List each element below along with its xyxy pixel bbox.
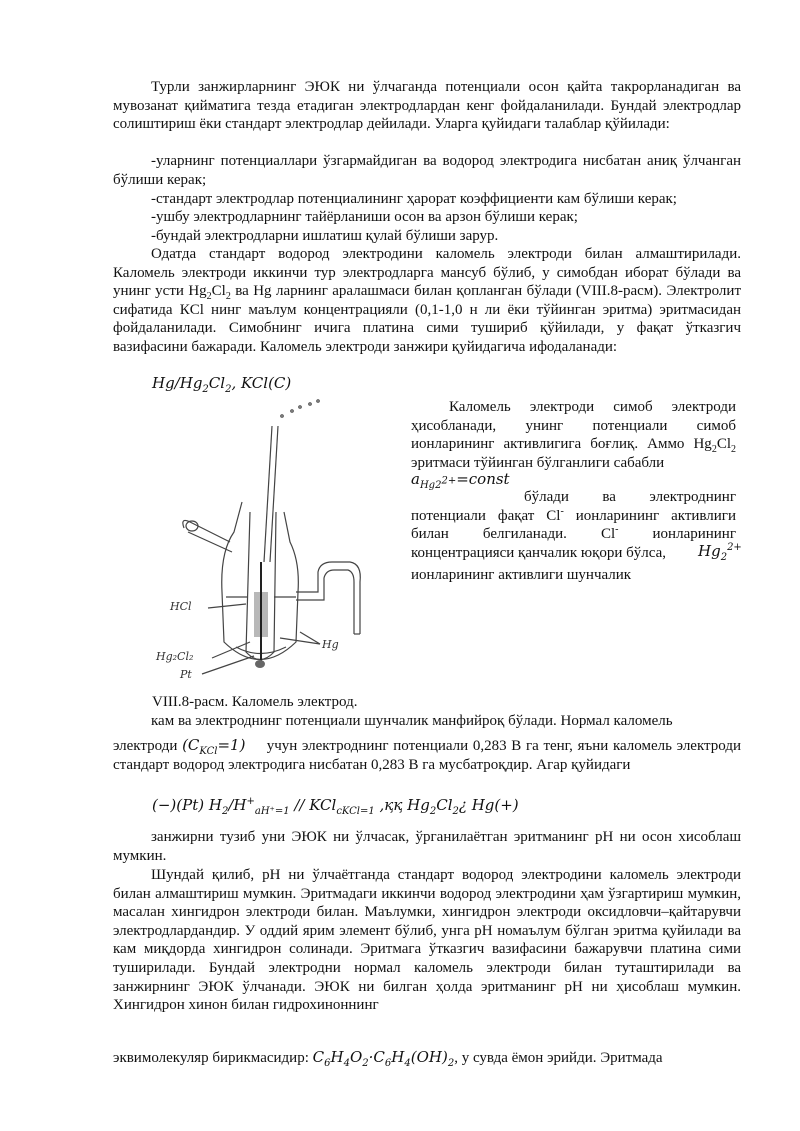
- list-item-1: -уларнинг потенциаллари ўзгармайдиган ва водород электродига нисбатан аниқ ўлчанган бўлиши керак;: [113, 153, 741, 188]
- paragraph-quinhydrone: Шундай қилиб, рН ни ўлчаётганда стандарт водород электродини каломель электроди билан алмаштириш мумкин. Эритмадаги иккинчи водород электродини ҳам ўзгартириш мумкин, масалан хингидрон электроди билан. Маълумки, хингидрон электроди оксидловчи–қайтарувчи электродлардандир. У оддий ярим элемент бўлиб, унга рН номаълум бўлган эритма қуйилади ва кам миқдорда хингидрон солинади. Эритмага ўтказгич вазифасини бажарувчи платина сими туширилади. Бундай электродни нормал каломель электроди билан туташтирилади ва занжирнинг ЭЮК ўлчанади. ЭЮК ни билган ҳолда эритманинг рН ни ҳисоблаш мумкин. Хингидрон хинон билан гидрохиноннинг: [113, 867, 741, 1014]
- list-item-3: -ушбу электродларнинг тайёрланиши осон ва арзон бўлиши керак;: [151, 209, 578, 225]
- side-paragraph-1: Каломель электроди симоб электроди ҳисобланади, унинг потенциали симоб ионларининг активлигига боғлиқ. Аммо $Hg_2Cl_2$ эритмаси тўйинган бўлганлиги сабабли: [411, 399, 736, 471]
- label-hg2cl2: Hg₂Cl₂: [156, 650, 194, 663]
- hg2-ion-formula: $Hg_2^{2+}$: [698, 542, 742, 563]
- activity-hg-formula: $a_{Hg2^{2+}}=const$: [411, 470, 510, 491]
- side-paragraph-2: бўлади ва электроднинг потенциали фақат Cl- ионларининг активлиги билан белгиланади. Cl- ионларининг концентрацияси қанчалик юқори бўлса,: [411, 489, 736, 561]
- paragraph-intro: Турли занжирларнинг ЭЮК ни ўлчаганда потенциали осон қайта такрорланадиган ва мувозанат қийматига тезда етадиган электродлардан кенг фойдаланилади. Бундай электродлар солиштириш ёки стандарт электродлар дейилади. Уларга қуйидаги талаблар қўйилади:: [113, 79, 741, 133]
- figure-caption: VIII.8-расм. Каломель электрод.: [152, 694, 358, 710]
- quinhydrone-formula: $C_6H_4O_2\cdot C_6H_4(OH)_2$: [312, 1048, 455, 1069]
- paragraph-negative: кам ва электроднинг потенциали шунчалик манфийроқ бўлади. Нормал каломель: [151, 713, 673, 729]
- hydrogen-calomel-chain: (−)(Pt) $H_2/H^+_{aH^+=1} // KCl_{cKCl=1}$ ,ққ $Hg_2Cl_2¿$ Hg(+): [152, 796, 519, 817]
- label-pt: Pt: [180, 668, 192, 681]
- label-hcl: HCl: [170, 600, 192, 613]
- label-hg: Hg: [322, 638, 339, 651]
- list-item-4: -бундай электродларни ишлатиш қулай бўлиши зарур.: [151, 228, 499, 244]
- paragraph-calomel: Одатда стандарт водород электродини каломель электроди билан алмаштирилади. Каломель электроди иккинчи тур электродларга мансуб бўлиб, у симобдан иборат бўлади ва унинг усти $Hg_2Cl_2$ ва Hg ларнинг аралашмаси билан қопланган бўлади (VIII.8-расм). Электролит сифатида КCl нинг маълум концентрацияли (0,1-1,0 н ли ёки тўйинган эритма) эритмасидан фойдаланилади. Симобнинг ичига платина сими тушириб қўйилади, у фақат ўтказгич вазифасини бажаради. Каломель электроди занжири қуйидагича ифодаланади:: [113, 246, 741, 355]
- side-paragraph-3: ионларининг активлиги шунчалик: [411, 567, 632, 583]
- paragraph-equimolecular: эквимолекуляр бирикмасидир: $C_6H_4O_2\cdot C_6H_4(OH)_2$, у сувда ёмон эрийди. Эритмада: [113, 1048, 663, 1069]
- ckcl-formula: $(C_{KCl}=1)$: [182, 736, 246, 757]
- paragraph-normal-calomel: электроди $(C_{KCl}=1)$ учун электроднинг потенциали 0,283 В га тенг, яъни каломель электроди стандарт водород электродига нисбатан 0,283 В га мусбатроқдир. Агар қуйидаги: [113, 736, 742, 773]
- calomel-chain-formula: $Hg/Hg_2Cl_2$, KCl(C): [152, 374, 292, 395]
- paragraph-ph-calc: занжирни тузиб уни ЭЮК ни ўлчасак, ўрганилаётган эритманинг рН ни осон хисоблаш мумкин.: [113, 829, 741, 864]
- calomel-electrode-figure: [150, 392, 380, 692]
- list-item-2: -стандарт электродлар потенциалининг ҳарорат коэффициенти кам бўлиши керак;: [151, 191, 677, 207]
